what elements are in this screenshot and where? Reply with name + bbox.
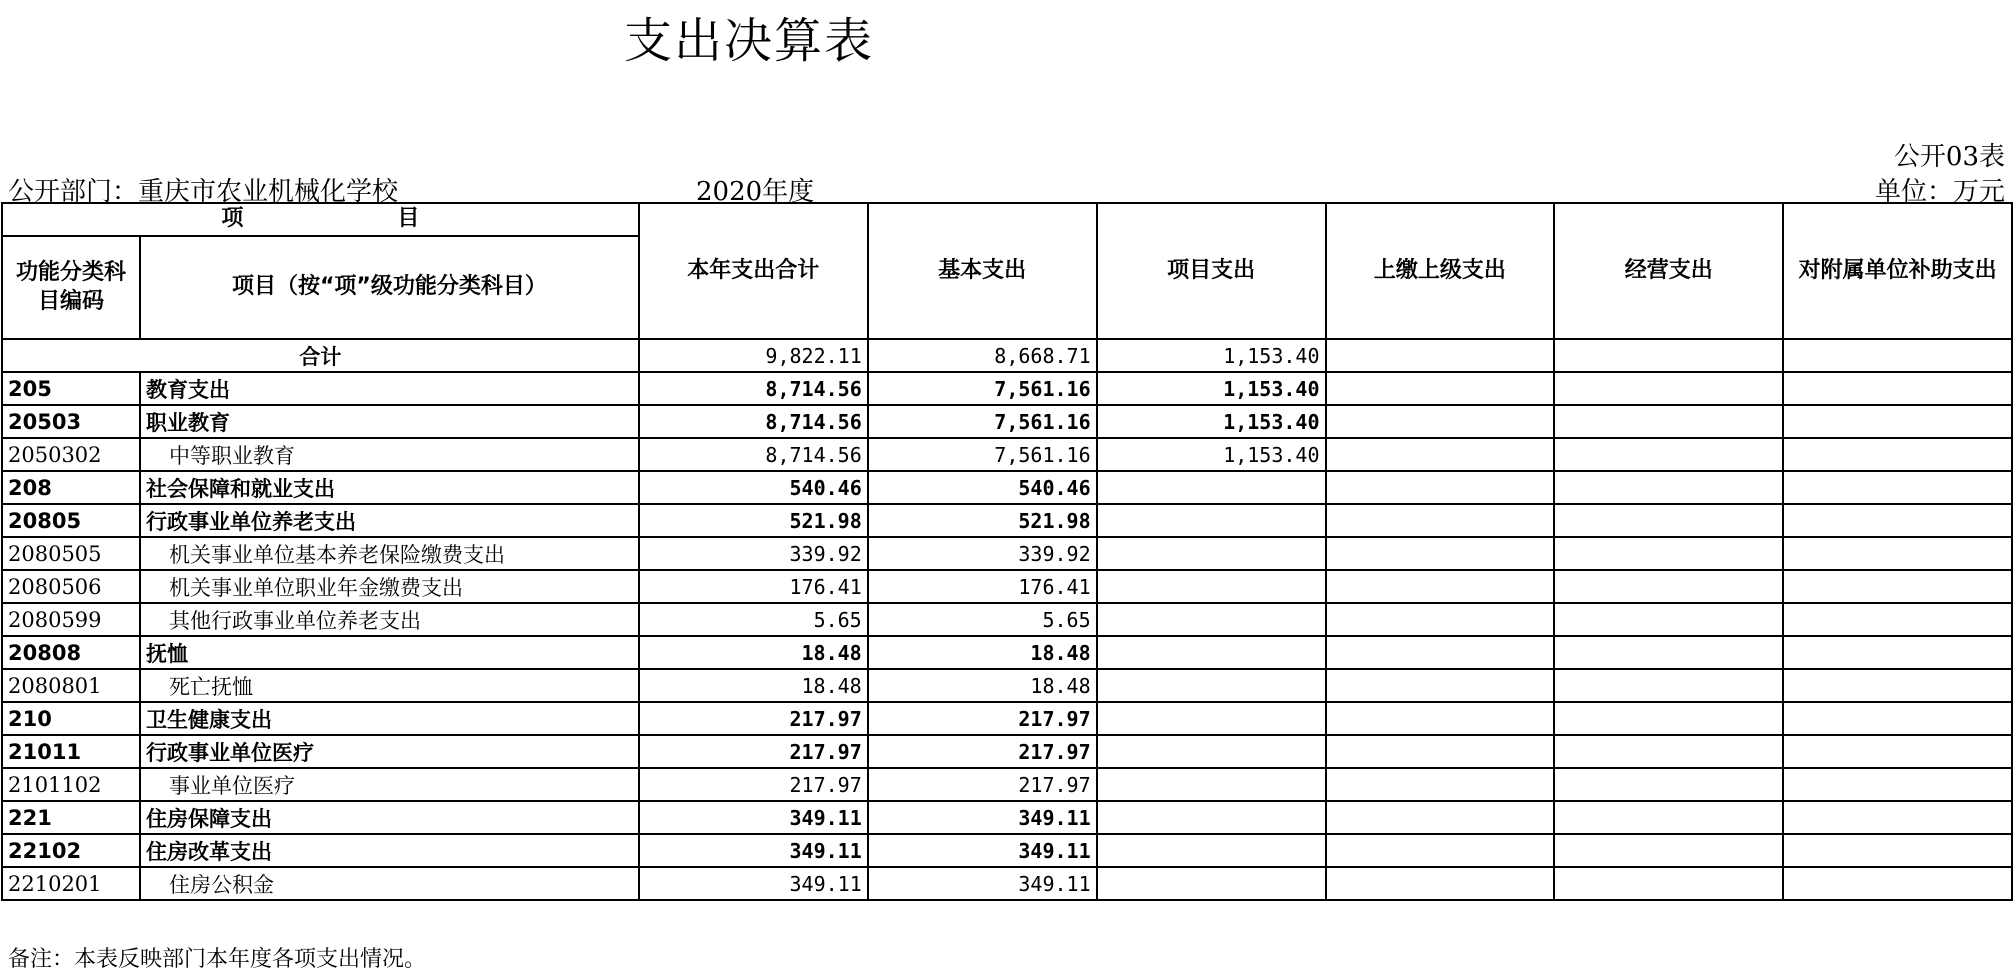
row-business: [1554, 471, 1783, 504]
row-name: 机关事业单位职业年金缴费支出: [140, 570, 639, 603]
row-project: [1097, 636, 1326, 669]
row-upper: [1326, 537, 1555, 570]
footnote: 备注：本表反映部门本年度各项支出情况。: [8, 947, 427, 972]
table-row: [2, 801, 2012, 834]
row-basic: 18.48: [868, 636, 1097, 669]
row-subsidy: [1783, 537, 2012, 570]
row-business: [1554, 438, 1783, 471]
table-row: [2, 867, 2012, 900]
row-code: 21011: [2, 735, 140, 768]
row-code: 221: [2, 801, 140, 834]
row-total: 217.97: [639, 735, 868, 768]
row-basic: 521.98: [868, 504, 1097, 537]
table-row: [2, 570, 2012, 603]
row-project: [1097, 537, 1326, 570]
row-project: [1097, 702, 1326, 735]
row-project: [1097, 570, 1326, 603]
row-total: 8,714.56: [639, 405, 868, 438]
row-subsidy: [1783, 636, 2012, 669]
row-subsidy: [1783, 603, 2012, 636]
table-row: [2, 636, 2012, 669]
row-basic: 176.41: [868, 570, 1097, 603]
header-code: 功能分类科目编码: [2, 236, 140, 339]
row-upper: [1326, 801, 1555, 834]
header-upper: 上缴上级支出: [1326, 203, 1555, 339]
row-business: [1554, 570, 1783, 603]
row-basic: 18.48: [868, 669, 1097, 702]
header-item-group: 项 目: [2, 203, 639, 236]
row-name: 住房保障支出: [140, 801, 639, 834]
row-total: 18.48: [639, 669, 868, 702]
row-code: 20805: [2, 504, 140, 537]
row-upper: [1326, 702, 1555, 735]
header-business: 经营支出: [1554, 203, 1783, 339]
row-upper: [1326, 372, 1555, 405]
row-basic: 7,561.16: [868, 438, 1097, 471]
row-name: 职业教育: [140, 405, 639, 438]
row-basic: 349.11: [868, 834, 1097, 867]
row-business: [1554, 405, 1783, 438]
row-upper: [1326, 768, 1555, 801]
header-name: 项目（按“项”级功能分类科目）: [140, 236, 639, 339]
expenditure-table: [1, 202, 2013, 901]
row-basic: 7,561.16: [868, 372, 1097, 405]
row-upper: [1326, 867, 1555, 900]
row-total: 217.97: [639, 768, 868, 801]
row-code: 20503: [2, 405, 140, 438]
row-code: 2080506: [2, 570, 140, 603]
row-business: [1554, 372, 1783, 405]
row-code: 2050302: [2, 438, 140, 471]
row-subsidy: [1783, 570, 2012, 603]
row-subsidy: [1783, 405, 2012, 438]
header-total: 本年支出合计: [639, 203, 868, 339]
row-business: [1554, 537, 1783, 570]
row-total: 349.11: [639, 801, 868, 834]
row-upper: [1326, 504, 1555, 537]
row-code: 20808: [2, 636, 140, 669]
row-project: [1097, 735, 1326, 768]
header-project: 项目支出: [1097, 203, 1326, 339]
row-code: 2080505: [2, 537, 140, 570]
row-basic: 339.92: [868, 537, 1097, 570]
row-subsidy: [1783, 867, 2012, 900]
row-code: 2080599: [2, 603, 140, 636]
row-code: 2080801: [2, 669, 140, 702]
row-upper: [1326, 471, 1555, 504]
row-project: 1,153.40: [1097, 372, 1326, 405]
table-row: [2, 702, 2012, 735]
row-basic: 7,561.16: [868, 405, 1097, 438]
total-subsidy: [1783, 339, 2012, 372]
row-upper: [1326, 405, 1555, 438]
row-code: 2210201: [2, 867, 140, 900]
row-upper: [1326, 636, 1555, 669]
table-row: [2, 669, 2012, 702]
row-total: 339.92: [639, 537, 868, 570]
row-project: 1,153.40: [1097, 405, 1326, 438]
row-project: [1097, 834, 1326, 867]
row-basic: 5.65: [868, 603, 1097, 636]
row-business: [1554, 636, 1783, 669]
row-business: [1554, 702, 1783, 735]
total-total: 9,822.11: [639, 339, 868, 372]
row-basic: 217.97: [868, 735, 1097, 768]
row-business: [1554, 867, 1783, 900]
row-code: 2101102: [2, 768, 140, 801]
total-business: [1554, 339, 1783, 372]
row-business: [1554, 504, 1783, 537]
row-total: 8,714.56: [639, 372, 868, 405]
row-project: [1097, 504, 1326, 537]
row-name: 死亡抚恤: [140, 669, 639, 702]
row-basic: 217.97: [868, 702, 1097, 735]
row-name: 社会保障和就业支出: [140, 471, 639, 504]
table-row: [2, 438, 2012, 471]
row-project: [1097, 867, 1326, 900]
fiscal-year: 2020年度: [696, 177, 815, 207]
table-row: [2, 405, 2012, 438]
row-upper: [1326, 669, 1555, 702]
row-total: 540.46: [639, 471, 868, 504]
row-upper: [1326, 735, 1555, 768]
row-project: [1097, 801, 1326, 834]
row-subsidy: [1783, 372, 2012, 405]
table-row: [2, 834, 2012, 867]
row-upper: [1326, 603, 1555, 636]
table-row: [2, 537, 2012, 570]
table-row: [2, 768, 2012, 801]
row-project: [1097, 603, 1326, 636]
total-label: 合计: [2, 339, 639, 372]
row-subsidy: [1783, 834, 2012, 867]
row-project: [1097, 471, 1326, 504]
table-row: [2, 504, 2012, 537]
row-subsidy: [1783, 768, 2012, 801]
table-row: [2, 471, 2012, 504]
row-code: 210: [2, 702, 140, 735]
row-code: 205: [2, 372, 140, 405]
row-name: 教育支出: [140, 372, 639, 405]
row-project: [1097, 768, 1326, 801]
row-name: 住房改革支出: [140, 834, 639, 867]
row-basic: 217.97: [868, 768, 1097, 801]
total-row: [2, 339, 2012, 372]
row-subsidy: [1783, 702, 2012, 735]
row-total: 521.98: [639, 504, 868, 537]
row-name: 卫生健康支出: [140, 702, 639, 735]
row-subsidy: [1783, 669, 2012, 702]
row-project: 1,153.40: [1097, 438, 1326, 471]
total-upper: [1326, 339, 1555, 372]
row-name: 行政事业单位医疗: [140, 735, 639, 768]
row-name: 事业单位医疗: [140, 768, 639, 801]
row-code: 22102: [2, 834, 140, 867]
row-business: [1554, 801, 1783, 834]
header-subsidy: 对附属单位补助支出: [1783, 203, 2012, 339]
row-business: [1554, 834, 1783, 867]
total-basic: 8,668.71: [868, 339, 1097, 372]
row-subsidy: [1783, 438, 2012, 471]
row-upper: [1326, 438, 1555, 471]
row-subsidy: [1783, 471, 2012, 504]
row-code: 208: [2, 471, 140, 504]
total-project: 1,153.40: [1097, 339, 1326, 372]
row-total: 18.48: [639, 636, 868, 669]
row-name: 住房公积金: [140, 867, 639, 900]
row-total: 5.65: [639, 603, 868, 636]
header-basic: 基本支出: [868, 203, 1097, 339]
row-total: 217.97: [639, 702, 868, 735]
row-business: [1554, 669, 1783, 702]
row-name: 行政事业单位养老支出: [140, 504, 639, 537]
row-upper: [1326, 834, 1555, 867]
row-name: 抚恤: [140, 636, 639, 669]
row-total: 8,714.56: [639, 438, 868, 471]
row-basic: 349.11: [868, 801, 1097, 834]
row-business: [1554, 768, 1783, 801]
row-name: 机关事业单位基本养老保险缴费支出: [140, 537, 639, 570]
row-upper: [1326, 570, 1555, 603]
row-project: [1097, 669, 1326, 702]
row-basic: 540.46: [868, 471, 1097, 504]
row-basic: 349.11: [868, 867, 1097, 900]
row-total: 349.11: [639, 834, 868, 867]
row-name: 中等职业教育: [140, 438, 639, 471]
row-name: 其他行政事业单位养老支出: [140, 603, 639, 636]
row-business: [1554, 603, 1783, 636]
table-row: [2, 735, 2012, 768]
row-subsidy: [1783, 504, 2012, 537]
row-total: 349.11: [639, 867, 868, 900]
row-subsidy: [1783, 801, 2012, 834]
row-total: 176.41: [639, 570, 868, 603]
department-label: 公开部门：重庆市农业机械化学校: [8, 177, 399, 207]
unit-label: 单位：万元: [1874, 177, 2005, 207]
form-number: 公开03表: [1893, 142, 2005, 172]
page-title: 支出决算表: [624, 13, 875, 69]
table-row: [2, 372, 2012, 405]
table-row: [2, 603, 2012, 636]
row-subsidy: [1783, 735, 2012, 768]
row-business: [1554, 735, 1783, 768]
